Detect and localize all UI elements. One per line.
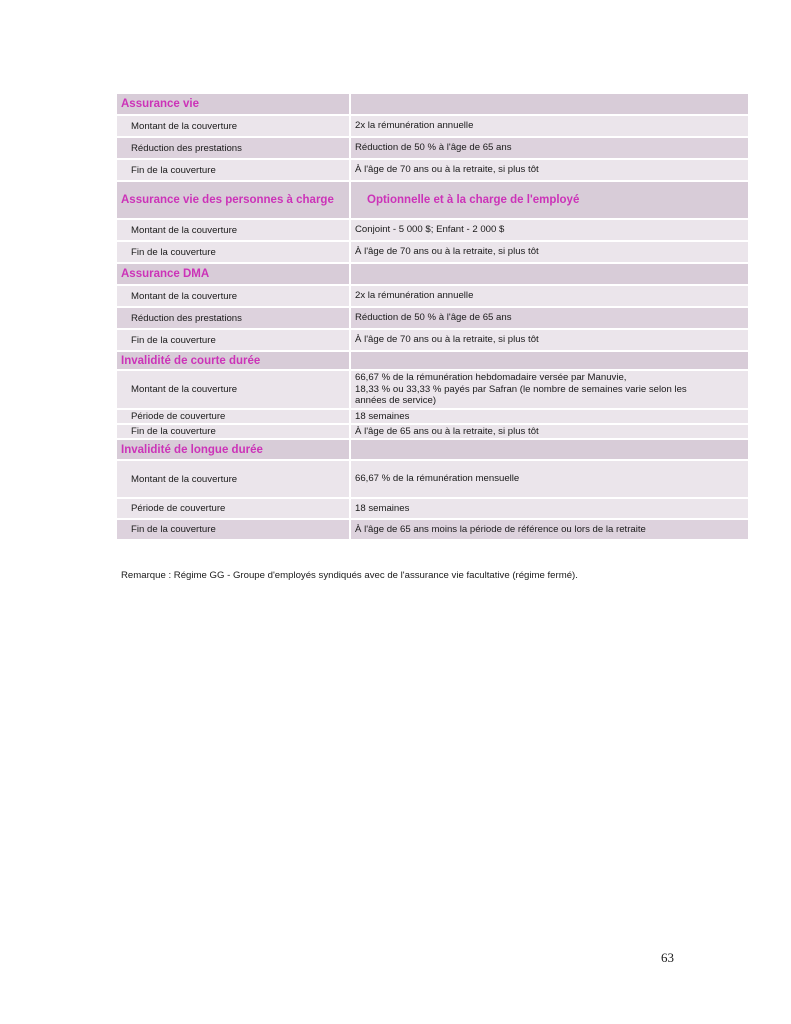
section-header-value	[351, 352, 748, 369]
row-label: Fin de la couverture	[117, 330, 349, 350]
footnote: Remarque : Régime GG - Groupe d'employés syndiqués avec de l'assurance vie facultative (régime fermé).	[121, 570, 578, 581]
row-label: Montant de la couverture	[117, 461, 349, 497]
section-title: Assurance DMA	[117, 264, 349, 284]
row-value: 18 semaines	[351, 410, 748, 423]
row-value: Conjoint - 5 000 $; Enfant - 2 000 $	[351, 220, 748, 240]
section-title: Invalidité de courte durée	[117, 352, 349, 369]
row-label: Montant de la couverture	[117, 286, 349, 306]
table-row	[117, 116, 748, 136]
section-header-short-term-disability	[117, 352, 748, 369]
table-row	[117, 461, 748, 497]
row-value-line: années de service)	[355, 395, 437, 406]
row-value: 66,67 % de la rémunération mensuelle	[351, 461, 748, 497]
row-label: Période de couverture	[117, 410, 349, 423]
table-row	[117, 160, 748, 180]
section-title: Assurance vie	[117, 94, 349, 114]
row-label: Montant de la couverture	[117, 371, 349, 408]
table-row	[117, 425, 748, 438]
section-header-value: Optionnelle et à la charge de l'employé	[351, 182, 748, 218]
row-label: Réduction des prestations	[117, 308, 349, 328]
benefits-table	[117, 94, 748, 539]
table-row	[117, 138, 748, 158]
row-label: Montant de la couverture	[117, 220, 349, 240]
section-header-long-term-disability	[117, 440, 748, 459]
section-title: Invalidité de longue durée	[117, 440, 349, 459]
row-value-line: 66,67 % de la rémunération hebdomadaire versée par Manuvie,	[355, 372, 627, 383]
row-value: À l'âge de 65 ans moins la période de référence ou lors de la retraite	[351, 520, 748, 539]
row-value: À l'âge de 65 ans ou à la retraite, si plus tôt	[351, 425, 748, 438]
row-value: À l'âge de 70 ans ou à la retraite, si plus tôt	[351, 242, 748, 262]
table-row	[117, 410, 748, 423]
row-label: Fin de la couverture	[117, 520, 349, 539]
section-header-dependent-life	[117, 182, 748, 218]
row-label: Montant de la couverture	[117, 116, 349, 136]
section-header-value	[351, 264, 748, 284]
row-value	[351, 371, 748, 408]
table-row	[117, 220, 748, 240]
row-value: 2x la rémunération annuelle	[351, 286, 748, 306]
row-value: À l'âge de 70 ans ou à la retraite, si plus tôt	[351, 330, 748, 350]
row-value-line: 18,33 % ou 33,33 % payés par Safran (le nombre de semaines varie selon les	[355, 383, 687, 395]
row-label: Réduction des prestations	[117, 138, 349, 158]
row-label: Fin de la couverture	[117, 425, 349, 438]
table-row	[117, 371, 748, 408]
table-row	[117, 308, 748, 328]
section-title: Assurance vie des personnes à charge	[117, 182, 349, 218]
row-label: Période de couverture	[117, 499, 349, 518]
table-row	[117, 330, 748, 350]
row-value: À l'âge de 70 ans ou à la retraite, si plus tôt	[351, 160, 748, 180]
row-value: 18 semaines	[351, 499, 748, 518]
row-value: 2x la rémunération annuelle	[351, 116, 748, 136]
row-label: Fin de la couverture	[117, 242, 349, 262]
row-value: Réduction de 50 % à l'âge de 65 ans	[351, 308, 748, 328]
table-row	[117, 286, 748, 306]
table-row	[117, 242, 748, 262]
section-header-value	[351, 440, 748, 459]
section-header-dma	[117, 264, 748, 284]
section-header-assurance-vie	[117, 94, 748, 114]
table-row	[117, 499, 748, 518]
row-label: Fin de la couverture	[117, 160, 349, 180]
row-value: Réduction de 50 % à l'âge de 65 ans	[351, 138, 748, 158]
table-row	[117, 520, 748, 539]
section-header-value	[351, 94, 748, 114]
page-number: 63	[661, 950, 674, 965]
